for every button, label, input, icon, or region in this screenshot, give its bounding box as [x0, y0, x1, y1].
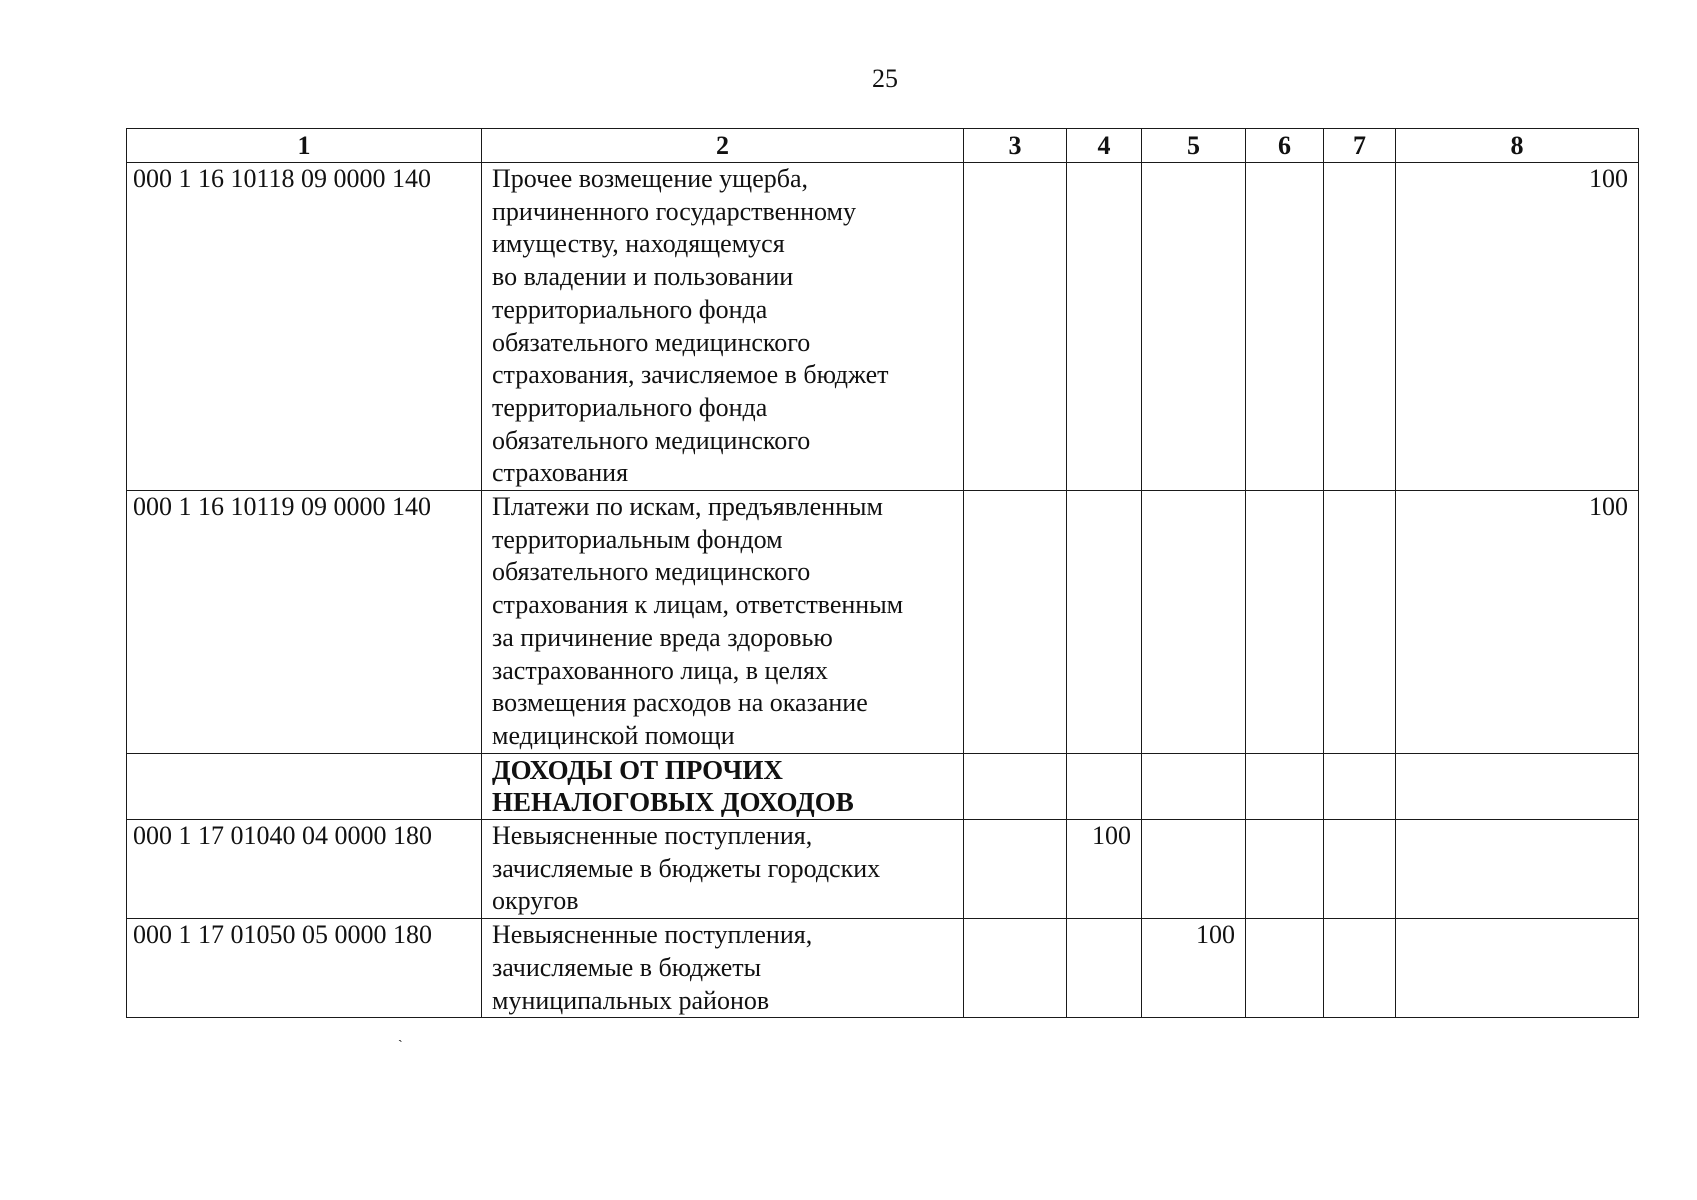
cell-col-5 [1142, 491, 1246, 754]
table-row [127, 820, 1639, 919]
table-row [127, 919, 1639, 1018]
cell-col-3 [964, 919, 1067, 1018]
cell-col-6 [1246, 820, 1324, 919]
cell-col-5 [1142, 163, 1246, 491]
col-header-2: 2 [482, 129, 964, 163]
cell-col-4 [1067, 163, 1142, 491]
cell-col-4 [1067, 491, 1142, 754]
cell-col-3 [964, 820, 1067, 919]
budget-code: 000 1 16 10119 09 0000 140 [127, 491, 482, 754]
cell-col-8 [1396, 919, 1639, 1018]
col-header-4: 4 [1067, 129, 1142, 163]
col-header-7: 7 [1324, 129, 1396, 163]
revenue-name: Платежи по искам, предъявленным территориальным фондом обязательного медицинского страхования к лицам, ответственным за причинение вреда здоровью застрахованного лица, в целях возмещения расходов на оказание медицинской помощи [482, 491, 964, 754]
table-row [127, 491, 1639, 754]
cell-col-4 [1067, 753, 1142, 819]
col-header-5: 5 [1142, 129, 1246, 163]
section-row [127, 753, 1639, 819]
col-header-6: 6 [1246, 129, 1324, 163]
cell-col-3 [964, 163, 1067, 491]
cell-col-7 [1324, 491, 1396, 754]
budget-code [127, 753, 482, 819]
cell-col-7 [1324, 753, 1396, 819]
cell-col-3 [964, 753, 1067, 819]
revenue-name: Невыясненные поступления, зачисляемые в бюджеты муниципальных районов [482, 919, 964, 1018]
cell-col-6 [1246, 919, 1324, 1018]
cell-col-3 [964, 491, 1067, 754]
cell-col-6 [1246, 163, 1324, 491]
revenue-table [126, 128, 1639, 1018]
budget-code: 000 1 17 01040 04 0000 180 [127, 820, 482, 919]
cell-col-7 [1324, 919, 1396, 1018]
budget-code: 000 1 17 01050 05 0000 180 [127, 919, 482, 1018]
page-number: 25 [872, 64, 898, 93]
stray-mark: ˎ [398, 1028, 403, 1043]
revenue-name: Прочее возмещение ущерба, причиненного государственному имуществу, находящемуся во владении и пользовании территориального фонда обязательного медицинского страхования, зачисляемое в бюджет территориального фонда обязательного медицинского страхования [482, 163, 964, 491]
cell-col-8 [1396, 820, 1639, 919]
budget-code: 000 1 16 10118 09 0000 140 [127, 163, 482, 491]
cell-col-6 [1246, 753, 1324, 819]
cell-col-7 [1324, 820, 1396, 919]
cell-col-4: 100 [1067, 820, 1142, 919]
cell-col-6 [1246, 491, 1324, 754]
col-header-3: 3 [964, 129, 1067, 163]
cell-col-5: 100 [1142, 919, 1246, 1018]
cell-col-4 [1067, 919, 1142, 1018]
cell-col-8: 100 [1396, 163, 1639, 491]
revenue-name: Невыясненные поступления, зачисляемые в бюджеты городских округов [482, 820, 964, 919]
cell-col-7 [1324, 163, 1396, 491]
table-row [127, 163, 1639, 491]
header-row [127, 129, 1639, 163]
section-heading: ДОХОДЫ ОТ ПРОЧИХ НЕНАЛОГОВЫХ ДОХОДОВ [482, 753, 964, 819]
cell-col-5 [1142, 753, 1246, 819]
cell-col-8 [1396, 753, 1639, 819]
col-header-8: 8 [1396, 129, 1639, 163]
cell-col-8: 100 [1396, 491, 1639, 754]
cell-col-5 [1142, 820, 1246, 919]
col-header-1: 1 [127, 129, 482, 163]
